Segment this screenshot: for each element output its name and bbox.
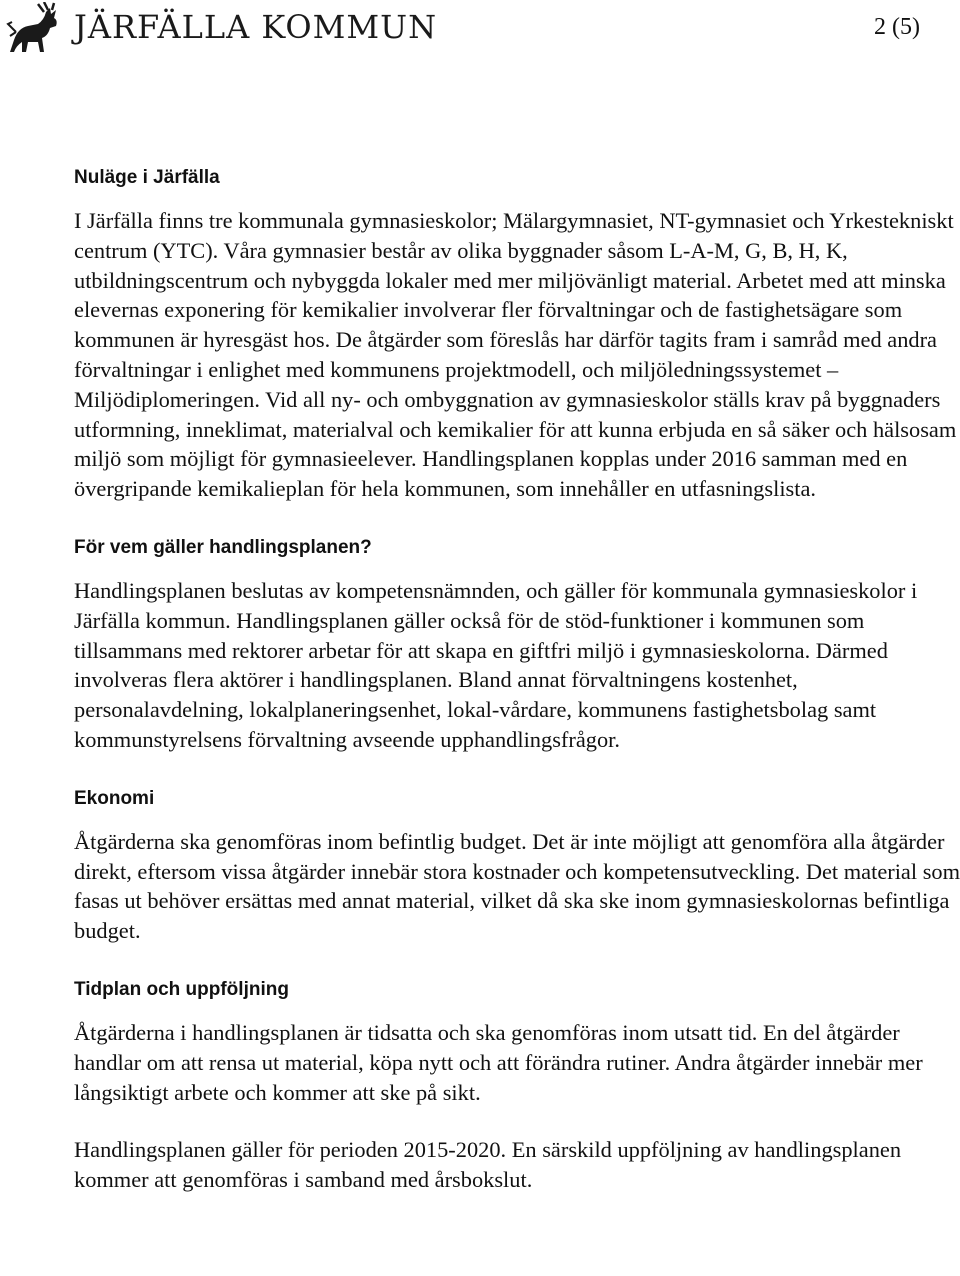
section-paragraph: Handlingsplanen gäller för perioden 2015-2020. En särskild uppföljning av handlingsplanen kommer att genomföras i samband med årsbokslut. — [74, 1137, 902, 1193]
document-body — [74, 164, 960, 1195]
page-number: 2 (5) — [874, 14, 920, 40]
section-for-vem — [74, 534, 960, 755]
page-header — [0, 0, 960, 70]
section-heading: För vem gäller handlingsplanen? — [74, 536, 372, 558]
section-heading: Tidplan och uppföljning — [74, 978, 289, 1000]
section-ekonomi — [74, 785, 960, 946]
section-tidplan — [74, 976, 960, 1195]
section-heading: Nuläge i Järfälla — [74, 167, 220, 188]
section-heading: Ekonomi — [74, 787, 155, 809]
section-paragraph: I Järfälla finns tre kommunala gymnasieskolor; Mälargymnasiet, NT-gymnasiet och Yrkestekniskt centrum (YTC). Våra gymnasier består av olika byggnader såsom L-A-M, G, B, H, K, utbildningscentrum och nybyggda lokaler med mer miljövänligt material. Arbetet med att minska elevernas exponering för kemikalier involverar fler förvaltningar och de fastighetsägare som kommunen är hyresgäst hos. De åtgärder som föreslås har därför tagits fram i samråd med andra förvaltningar i enlighet med kommunens projektmodell, och miljöledningssystemet – Miljödiplomeringen. Vid all ny- och ombyggnation av gymnasieskolor ställs krav på byggnaders utformning, inneklimat, materialval och kemikalier för att kunna erbjuda en så säker och hälsosam miljö som möjligt för gymnasieelever. Handlingsplanen kopplas under 2016 samman med en övergripande kemikalieplan för hela kommunen, som innehåller en utfasningslista. — [74, 208, 957, 502]
section-paragraph: Handlingsplanen beslutas av kompetensnämnden, och gäller för kommunala gymnasieskolor i Järfälla kommun. Handlingsplanen gäller också för de stöd-funktioner i kommunen som tillsammans med rektorer arbetar för att skapa en giftfri miljö i gymnasieskolorna. Därmed involveras flera aktörer i handlingsplanen. Bland annat förvaltningens kostenhet, personalavdelning, lokalplaneringsenhet, lokal-vårdare, kommunens fastighetsbolag samt kommunstyrelsens förvaltning avseende upphandlingsfrågor. — [74, 577, 918, 752]
section-paragraph: Åtgärderna ska genomföras inom befintlig budget. Det är inte möjligt att genomföra alla åtgärder direkt, eftersom vissa åtgärder innebär stora kostnader och kompetensutveckling. Det material som fasas ut behöver ersättas med annat material, vilket då ska ske inom gymnasieskolornas befintliga budget. — [74, 828, 960, 944]
section-paragraph: Åtgärderna i handlingsplanen är tidsatta och ska genomföras inom utsatt tid. En del åtgärder handlar om att rensa ut material, köpa nytt och att förändra rutiner. Andra åtgärder innebär mer långsiktigt arbete och kommer att ske på sikt. — [74, 1019, 923, 1105]
coat-of-arms-icon — [4, 2, 62, 60]
logo-text: JÄRFÄLLA KOMMUN — [74, 8, 438, 46]
section-nulage — [74, 164, 960, 504]
